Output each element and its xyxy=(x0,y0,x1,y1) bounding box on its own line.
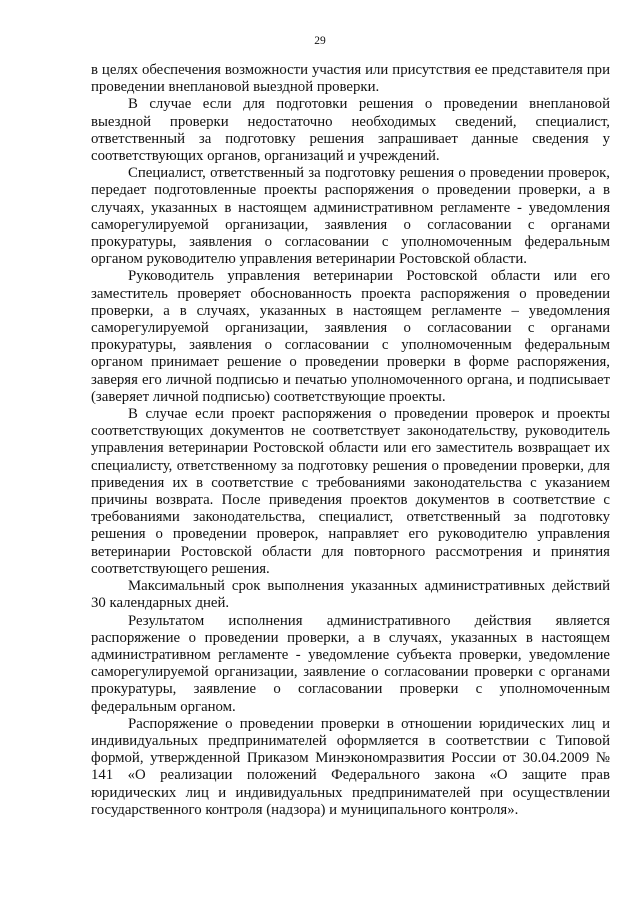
document-body xyxy=(91,62,610,819)
page-number: 29 xyxy=(314,35,326,47)
paragraph-maximum-term: Максимальный срок выполнения указанных административных действий 30 календарных дней. xyxy=(91,578,610,612)
paragraph-specialist-submits-drafts: Специалист, ответственный за подготовку решения о проведении проверок, передает подготовленные проекты распоряжения о проведении проверки, а в случаях, указанных в настоящем административном регламенте - уведомления саморегулируемой организации, заявления о согласовании с органами прокуратуры, заявления о согласовании с уполномоченным федеральным органом руководителю управления ветеринарии Ростовской области. xyxy=(91,165,610,268)
paragraph-head-reviews-drafts: Руководитель управления ветеринарии Ростовской области или его заместитель проверяет обоснованность проекта распоряжения о проведении проверки, а в случаях, указанных в настоящем регламенте – уведомления саморегулируемой организации, заявления о согласовании с органами прокуратуры, заявления о согласовании с уполномоченным федеральным органом принимает решение о проведении проверки в форме распоряжения, заверяя его личной подписью и печатью уполномоченного органа, и подписывает (заверяет личной подписью) соответствующие проекты. xyxy=(91,268,610,405)
paragraph-continuation: в целях обеспечения возможности участия или присутствия ее представителя при проведении внеплановой выездной проверки. xyxy=(91,62,610,96)
paragraph-drafts-returned: В случае если проект распоряжения о проведении проверок и проекты соответствующих документов не соответствует законодательству, руководитель управления ветеринарии Ростовской области или его заместитель возвращает их специалисту, ответственному за подготовку решения о проведении проверки, для приведения их в соответствие с требованиями законодательства с указанием причины возврата. После приведения проектов документов в соответствие с требованиями законодательства, специалист, ответственный за подготовку решения о проведении проверок, направляет его руководителю управления ветеринарии Ростовской области для повторного рассмотрения и принятия соответствующего решения. xyxy=(91,406,610,577)
paragraph-result: Результатом исполнения административного действия является распоряжение о проведении проверки, а в случаях, указанных в настоящем административном регламенте - уведомление субъекта проверки, уведомление саморегулируемой организации, заявление о согласовании проверки с органами прокуратуры, заявление о согласовании проверки с уполномоченным федеральным органом. xyxy=(91,612,610,715)
paragraph-order-form: Распоряжение о проведении проверки в отношении юридических лиц и индивидуальных предпринимателей оформляется в соответствии с Типовой формой, утвержденной Приказом Минэкономразвития России от 30.04.2009 № 141 «О реализации положений Федерального закона «О защите прав юридических лиц и индивидуальных предпринимателей при осуществлении государственного контроля (надзора) и муниципального контроля». xyxy=(91,715,610,818)
paragraph-insufficient-information: В случае если для подготовки решения о проведении внеплановой выездной проверки недостаточно необходимых сведений, специалист, ответственный за подготовку решения запрашивает данные сведения у соответствующих органов, организаций и учреждений. xyxy=(91,96,610,165)
